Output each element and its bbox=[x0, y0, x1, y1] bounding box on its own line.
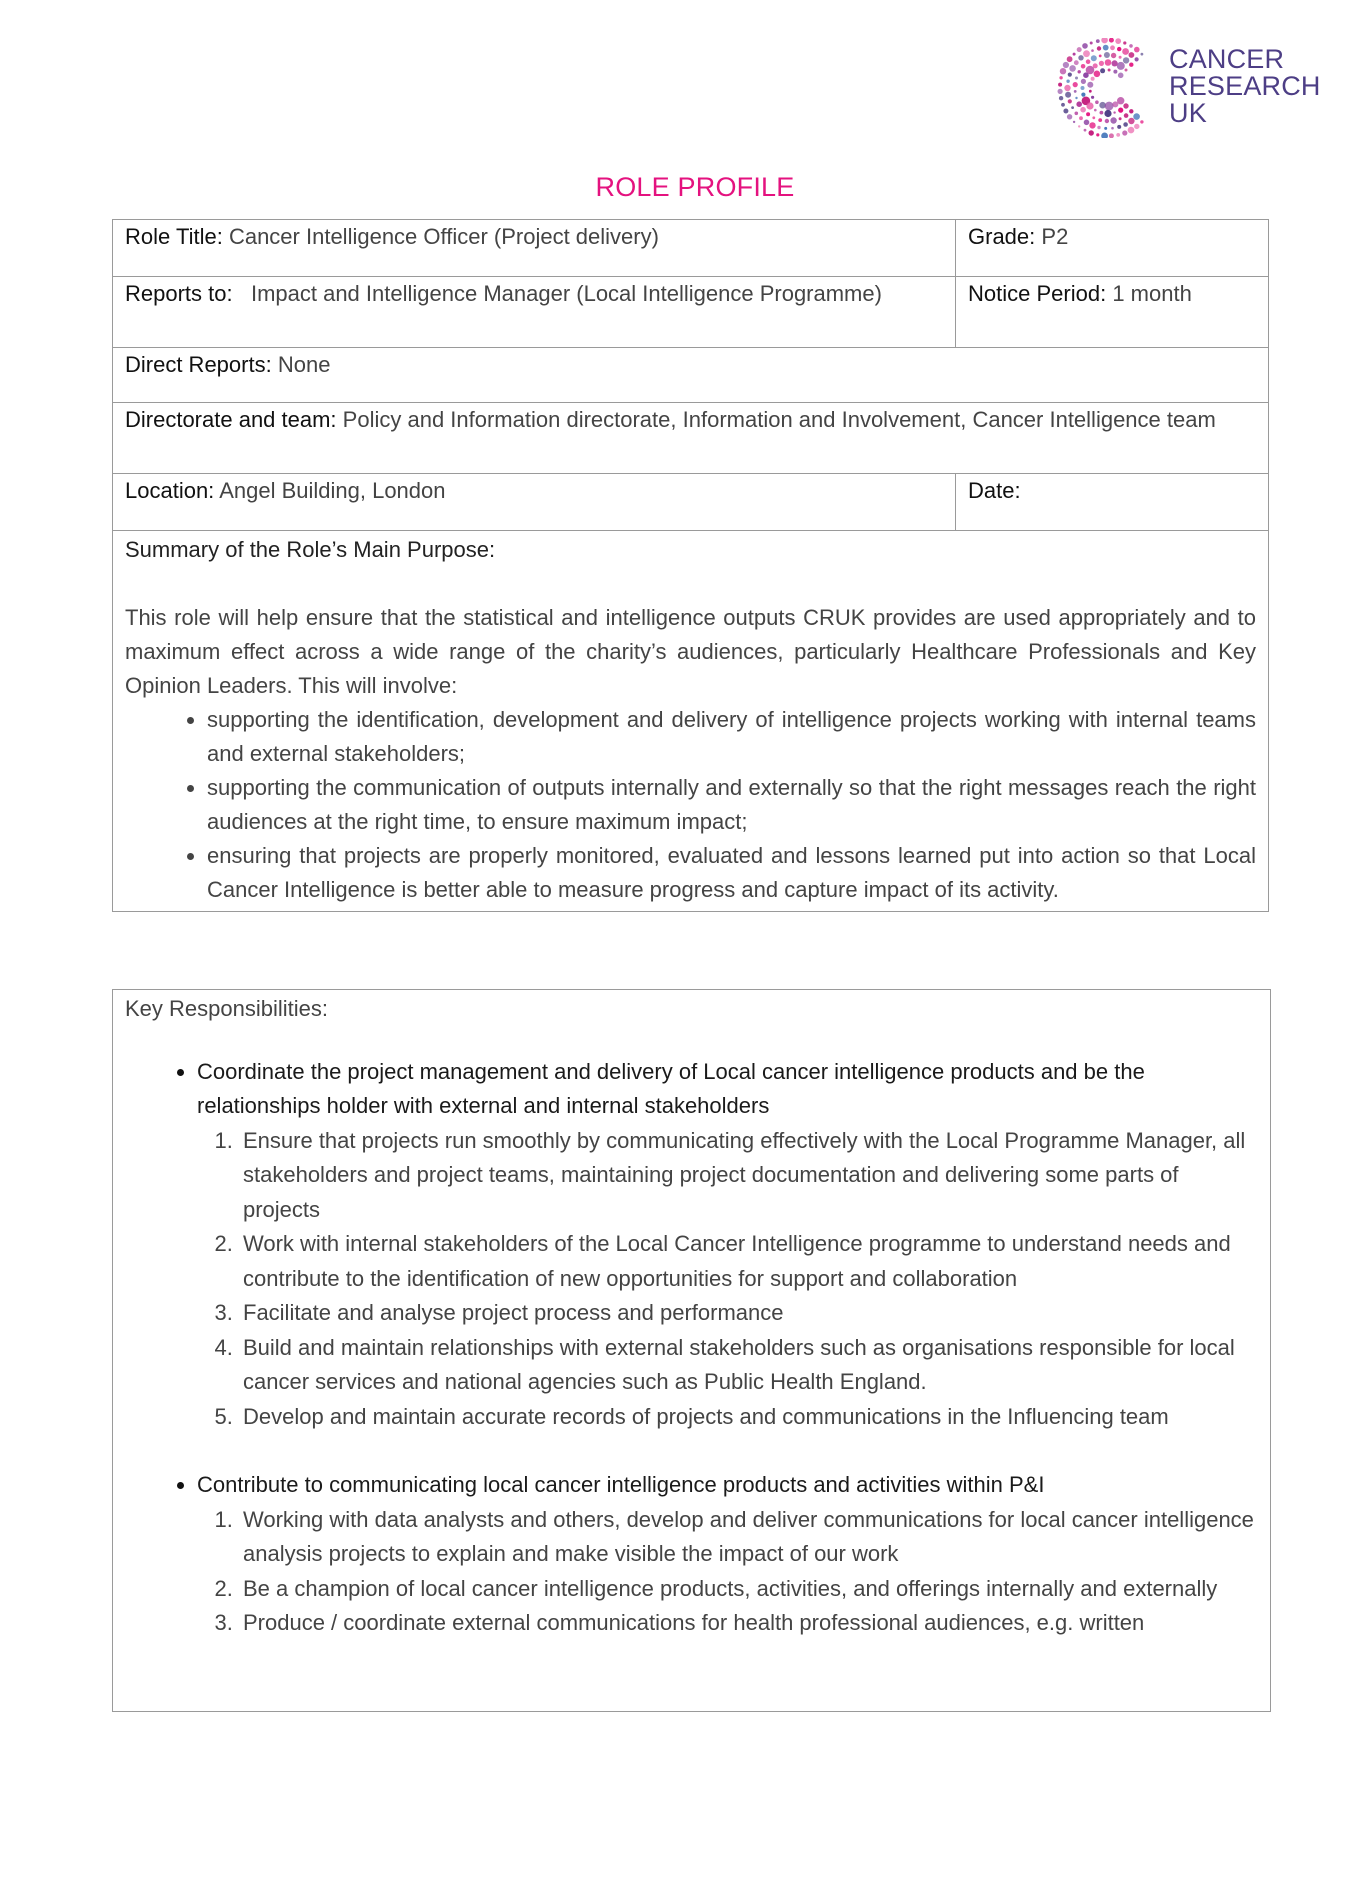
list-item: • supporting the identification, development and delivery of intelligence projects working with internal teams and external stakeholders; bbox=[207, 703, 1256, 771]
logo-dot bbox=[1081, 64, 1086, 69]
location-label: Location: bbox=[125, 478, 215, 503]
logo-dot bbox=[1071, 106, 1074, 109]
logo-dot bbox=[1080, 107, 1086, 113]
logo-dot bbox=[1089, 122, 1095, 128]
table-row bbox=[113, 474, 1269, 531]
logo-dot bbox=[1074, 60, 1079, 65]
summary-heading: Summary of the Role’s Main Purpose: bbox=[125, 537, 496, 562]
logo-dot bbox=[1084, 129, 1087, 132]
logo-dot bbox=[1128, 118, 1134, 124]
logo-dot bbox=[1067, 56, 1073, 62]
logo-dot bbox=[1061, 103, 1065, 107]
date-cell bbox=[956, 474, 1269, 531]
logo-dot bbox=[1097, 46, 1101, 50]
logo-dot bbox=[1089, 130, 1094, 135]
logo-dot bbox=[1115, 38, 1121, 44]
role-profile-table bbox=[112, 219, 1269, 912]
notice-period-label: Notice Period: bbox=[968, 281, 1107, 306]
logo-dot bbox=[1081, 93, 1085, 97]
logo-dot bbox=[1091, 77, 1095, 81]
logo-dot bbox=[1117, 62, 1125, 70]
logo-dot bbox=[1073, 53, 1076, 56]
list-item: 2. Work with internal stakeholders of the Local Cancer Intelligence programme to understand needs and contribute to the identification of new opportunities for support and collaboration bbox=[239, 1227, 1258, 1296]
grade-cell bbox=[956, 220, 1269, 277]
page-title: ROLE PROFILE bbox=[595, 172, 795, 202]
table-row bbox=[113, 403, 1269, 474]
logo-dot bbox=[1123, 103, 1128, 108]
logo-dot bbox=[1063, 109, 1068, 114]
direct-reports-value: None bbox=[277, 352, 331, 377]
logo-dot bbox=[1100, 68, 1105, 73]
logo-dot bbox=[1112, 60, 1118, 66]
logo-dot bbox=[1141, 53, 1144, 56]
logo-dot bbox=[1109, 133, 1114, 138]
logo-dot bbox=[1117, 97, 1124, 104]
logo-dot bbox=[1129, 44, 1133, 48]
reports-to-label: Reports to: bbox=[125, 281, 233, 306]
logo-dot bbox=[1140, 120, 1143, 123]
logo-dot bbox=[1133, 113, 1140, 120]
logo-dot bbox=[1134, 47, 1140, 53]
logo-dot bbox=[1123, 41, 1126, 44]
location-cell bbox=[113, 474, 956, 531]
location-value: Angel Building, London bbox=[219, 478, 446, 503]
logo-dot bbox=[1135, 57, 1139, 61]
logo-dot bbox=[1119, 117, 1122, 120]
logo-dot bbox=[1103, 45, 1109, 51]
directorate-value: Policy and Information directorate, Information and Involvement, Cancer Intelligence team bbox=[342, 407, 1216, 432]
logo-dot bbox=[1059, 76, 1062, 79]
logo-dot bbox=[1104, 52, 1110, 58]
logo-dot bbox=[1091, 96, 1094, 99]
logo-dot bbox=[1081, 86, 1085, 90]
logo-dot bbox=[1108, 69, 1111, 72]
logo-dot bbox=[1078, 70, 1081, 73]
responsibility-title: • Contribute to communicating local cancer intelligence products and activities within P&I bbox=[197, 1472, 1045, 1497]
logo-dot bbox=[1078, 55, 1083, 60]
logo-dot bbox=[1111, 53, 1116, 58]
logo-dot bbox=[1075, 112, 1079, 116]
logo-dot bbox=[1065, 92, 1071, 98]
reports-to-cell bbox=[113, 277, 956, 348]
logo-dot bbox=[1123, 57, 1129, 63]
role-title-value: Cancer Intelligence Officer (Project delivery) bbox=[228, 224, 659, 249]
logo-dot bbox=[1091, 55, 1097, 61]
notice-period-value: 1 month bbox=[1112, 281, 1192, 306]
logo-dot bbox=[1059, 96, 1063, 100]
list-item: 2. Be a champion of local cancer intelligence products, activities, and offerings internally and externally bbox=[239, 1572, 1258, 1607]
responsibility-title: • Coordinate the project management and delivery of Local cancer intelligence products and be the relationships holder with external and internal stakeholders bbox=[197, 1058, 1145, 1118]
logo-dot bbox=[1090, 42, 1093, 45]
logo-dot bbox=[1096, 133, 1099, 136]
logo-dot bbox=[1058, 89, 1063, 94]
cruk-logo-text bbox=[1169, 46, 1321, 127]
logo-dot bbox=[1087, 82, 1093, 88]
logo-dot bbox=[1101, 133, 1108, 139]
logo-dot bbox=[1073, 82, 1078, 87]
list-item: 1. Working with data analysts and others, develop and deliver communications for local cancer intelligence analysis projects to explain and make visible the impact of our work bbox=[239, 1503, 1258, 1572]
list-item: • ensuring that projects are properly monitored, evaluated and lessons learned put into action so that Local Cancer Intelligence is better able to measure progress and capture impact of its activity. bbox=[207, 839, 1256, 907]
logo-line-2: RESEARCH bbox=[1169, 71, 1321, 101]
table-row bbox=[113, 220, 1269, 277]
list-item: 4. Build and maintain relationships with external stakeholders such as organisations responsible for local cancer services and national agencies such as Public Health England. bbox=[239, 1331, 1258, 1400]
list-item: • supporting the communication of outputs internally and externally so that the right messages reach the right audiences at the right time, to ensure maximum impact; bbox=[207, 771, 1256, 839]
logo-dot bbox=[1094, 109, 1097, 112]
logo-dot bbox=[1097, 126, 1100, 129]
grade-value: P2 bbox=[1041, 224, 1069, 249]
logo-dot bbox=[1076, 101, 1082, 107]
logo-dot bbox=[1125, 69, 1128, 72]
logo-dot bbox=[1113, 70, 1117, 74]
logo-dot bbox=[1123, 122, 1128, 127]
logo-dot bbox=[1118, 73, 1124, 79]
role-title-label: Role Title: bbox=[125, 224, 223, 249]
logo-dot bbox=[1122, 48, 1129, 55]
logo-dot bbox=[1129, 109, 1133, 113]
logo-dot bbox=[1075, 97, 1077, 99]
logo-dot bbox=[1086, 59, 1091, 64]
logo-dot bbox=[1128, 127, 1135, 134]
logo-dot bbox=[1092, 116, 1095, 119]
logo-dot bbox=[1078, 125, 1080, 127]
list-item bbox=[197, 1468, 1258, 1641]
cruk-logo bbox=[1052, 38, 1332, 148]
list-item: 3. Produce / coordinate external communications for health professional audiences, e.g. written bbox=[239, 1606, 1258, 1641]
responsibility-items bbox=[197, 1124, 1258, 1435]
logo-dot bbox=[1117, 125, 1121, 129]
logo-dot bbox=[1109, 38, 1114, 43]
logo-dot bbox=[1068, 99, 1072, 103]
logo-line-3: UK bbox=[1169, 98, 1207, 128]
logo-dot bbox=[1105, 102, 1114, 111]
key-responsibilities-box bbox=[112, 989, 1271, 1712]
logo-dot bbox=[1083, 72, 1089, 78]
logo-dot bbox=[1118, 108, 1123, 113]
role-title-cell bbox=[113, 220, 956, 277]
table-row bbox=[113, 531, 1269, 912]
logo-dot bbox=[1113, 111, 1115, 113]
summary-paragraph: This role will help ensure that the statistical and intelligence outputs CRUK provides are used appropriately and to maximum effect across a wide range of the charity’s audiences, particularly Healthcare Professionals and Key Opinion Leaders. This will involve: bbox=[125, 605, 1256, 698]
logo-dot bbox=[1063, 62, 1069, 68]
date-label: Date: bbox=[968, 478, 1021, 503]
logo-dot bbox=[1105, 59, 1112, 66]
logo-dot bbox=[1117, 47, 1121, 51]
logo-dot bbox=[1074, 90, 1077, 93]
responsibility-items bbox=[197, 1503, 1258, 1641]
directorate-label: Directorate and team: bbox=[125, 407, 337, 432]
logo-dot bbox=[1129, 52, 1135, 58]
logo-dot bbox=[1086, 112, 1090, 116]
table-row bbox=[113, 348, 1269, 403]
table-row bbox=[113, 277, 1269, 348]
key-responsibilities-heading: Key Responsibilities: bbox=[125, 996, 328, 1021]
directorate-cell bbox=[113, 403, 1269, 474]
logo-dot bbox=[1079, 116, 1083, 120]
logo-dot bbox=[1122, 130, 1127, 135]
logo-dot bbox=[1091, 49, 1094, 52]
logo-dot bbox=[1081, 79, 1086, 84]
logo-dot bbox=[1116, 133, 1120, 137]
list-item: 3. Facilitate and analyse project process and performance bbox=[239, 1296, 1258, 1331]
logo-dot bbox=[1082, 43, 1088, 49]
logo-dot bbox=[1064, 85, 1070, 91]
logo-dot bbox=[1067, 114, 1072, 119]
logo-line-1: CANCER bbox=[1169, 44, 1285, 74]
logo-dot bbox=[1098, 118, 1102, 122]
logo-dot bbox=[1099, 61, 1104, 66]
logo-dot bbox=[1058, 83, 1062, 87]
logo-dot bbox=[1068, 73, 1072, 77]
logo-dot bbox=[1099, 55, 1102, 58]
logo-dot bbox=[1104, 127, 1107, 130]
reports-to-value: Impact and Intelligence Manager (Local Intelligence Programme) bbox=[250, 281, 882, 306]
logo-dot bbox=[1084, 120, 1090, 126]
logo-dot bbox=[1101, 38, 1108, 43]
logo-dot bbox=[1110, 45, 1115, 50]
logo-dot bbox=[1073, 121, 1075, 123]
list-item bbox=[197, 1055, 1258, 1435]
list-item: 1. Ensure that projects run smoothly by communicating effectively with the Local Programme Manager, all stakeholders and project teams, maintaining project documentation and delivering some parts of projects bbox=[239, 1124, 1258, 1228]
logo-dot bbox=[1111, 127, 1114, 130]
logo-dot bbox=[1095, 100, 1099, 104]
summary-cell bbox=[113, 531, 1269, 912]
direct-reports-label: Direct Reports: bbox=[125, 352, 272, 377]
key-responsibilities-list bbox=[125, 1055, 1258, 1641]
logo-dot bbox=[1134, 124, 1139, 129]
logo-dot bbox=[1124, 113, 1129, 118]
logo-dot bbox=[1100, 111, 1104, 115]
logo-dot bbox=[1110, 117, 1116, 123]
grade-label: Grade: bbox=[968, 224, 1036, 249]
logo-dot bbox=[1066, 80, 1069, 83]
logo-dot bbox=[1075, 77, 1078, 80]
logo-dot bbox=[1105, 119, 1109, 123]
notice-period-cell bbox=[956, 277, 1269, 348]
logo-dot bbox=[1083, 50, 1090, 57]
logo-dot bbox=[1089, 90, 1092, 93]
cruk-logo-mark-icon bbox=[1052, 38, 1164, 138]
list-item: 5. Develop and maintain accurate records of projects and communications in the Influencing team bbox=[239, 1400, 1258, 1435]
logo-dot bbox=[1096, 39, 1100, 43]
logo-dot bbox=[1069, 65, 1076, 72]
direct-reports-cell bbox=[113, 348, 1269, 403]
logo-dot bbox=[1094, 71, 1101, 78]
logo-dot bbox=[1077, 47, 1082, 52]
logo-dot bbox=[1119, 56, 1122, 59]
logo-dot bbox=[1086, 102, 1093, 109]
logo-dot bbox=[1060, 68, 1066, 74]
logo-dot bbox=[1129, 63, 1133, 67]
summary-bullets bbox=[125, 703, 1256, 907]
logo-dot bbox=[1104, 110, 1111, 117]
